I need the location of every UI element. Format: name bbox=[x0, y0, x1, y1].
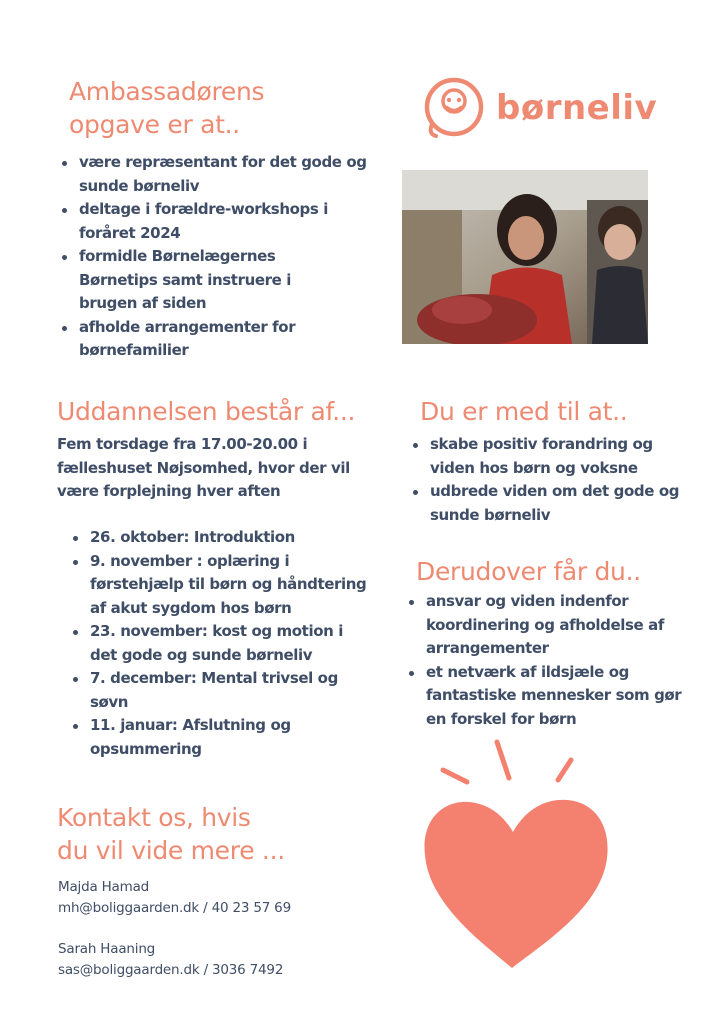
smiley-face-logo-icon bbox=[420, 76, 488, 142]
ambassador-title: Ambassadørens opgave er at.. bbox=[69, 77, 265, 139]
education-title: Uddannelsen består af... bbox=[57, 397, 356, 426]
heart-illustration bbox=[415, 730, 615, 975]
contact-person bbox=[58, 877, 378, 919]
list-item: 11. januar: Afslutning og opsummering bbox=[68, 714, 368, 761]
ambassador-section bbox=[69, 75, 319, 141]
contact-title-line1: Kontakt os, hvis bbox=[57, 803, 251, 832]
contact-name: Majda Hamad bbox=[58, 879, 150, 895]
list-item: 7. december: Mental trivsel og søvn bbox=[68, 667, 368, 714]
list-item: afholde arrangementer for børnefamilier bbox=[57, 316, 367, 363]
contact-person bbox=[58, 939, 378, 981]
participate-list bbox=[408, 433, 698, 527]
contact-details: sas@boliggaarden.dk / 3036 7492 bbox=[58, 962, 284, 978]
list-item: formidle Børnelægernes Børnetips samt instruere i brugen af siden bbox=[57, 245, 367, 316]
contact-section bbox=[57, 801, 377, 867]
contact-title-line2: du vil vide mere ... bbox=[57, 836, 285, 865]
participate-title: Du er med til at.. bbox=[420, 397, 628, 426]
list-item: deltage i forældre-workshops i foråret 2024 bbox=[57, 198, 367, 245]
list-item: 9. november : oplæring i førstehjælp til børn og håndtering af akut sygdom hos børn bbox=[68, 550, 368, 621]
contact-details: mh@boliggaarden.dk / 40 23 57 69 bbox=[58, 900, 291, 916]
benefits-list bbox=[404, 590, 684, 731]
list-item: udbrede viden om det gode og sunde børneliv bbox=[408, 480, 698, 527]
contact-name: Sarah Haaning bbox=[58, 941, 156, 957]
list-item: et netværk af ildsjæle og fantastiske mennesker som gør en forskel for børn bbox=[404, 661, 684, 732]
list-item: ansvar og viden indenfor koordinering og afholdelse af arrangementer bbox=[404, 590, 684, 661]
education-sessions bbox=[68, 526, 368, 761]
education-intro: Fem torsdage fra 17.00-20.00 i fælleshuset Nøjsomhed, hvor der vil være forplejning hver aften bbox=[57, 435, 350, 500]
borneliv-logo bbox=[420, 76, 660, 142]
ambassador-list bbox=[57, 151, 367, 363]
list-item: 23. november: kost og motion i det gode og sunde børneliv bbox=[68, 620, 368, 667]
list-item: 26. oktober: Introduktion bbox=[68, 526, 368, 550]
logo-text: børneliv bbox=[496, 88, 658, 128]
list-item: skabe positiv forandring og viden hos børn og voksne bbox=[408, 433, 698, 480]
benefits-title: Derudover får du.. bbox=[416, 557, 641, 586]
list-item: være repræsentant for det gode og sunde børneliv bbox=[57, 151, 367, 198]
children-photo bbox=[402, 170, 648, 344]
